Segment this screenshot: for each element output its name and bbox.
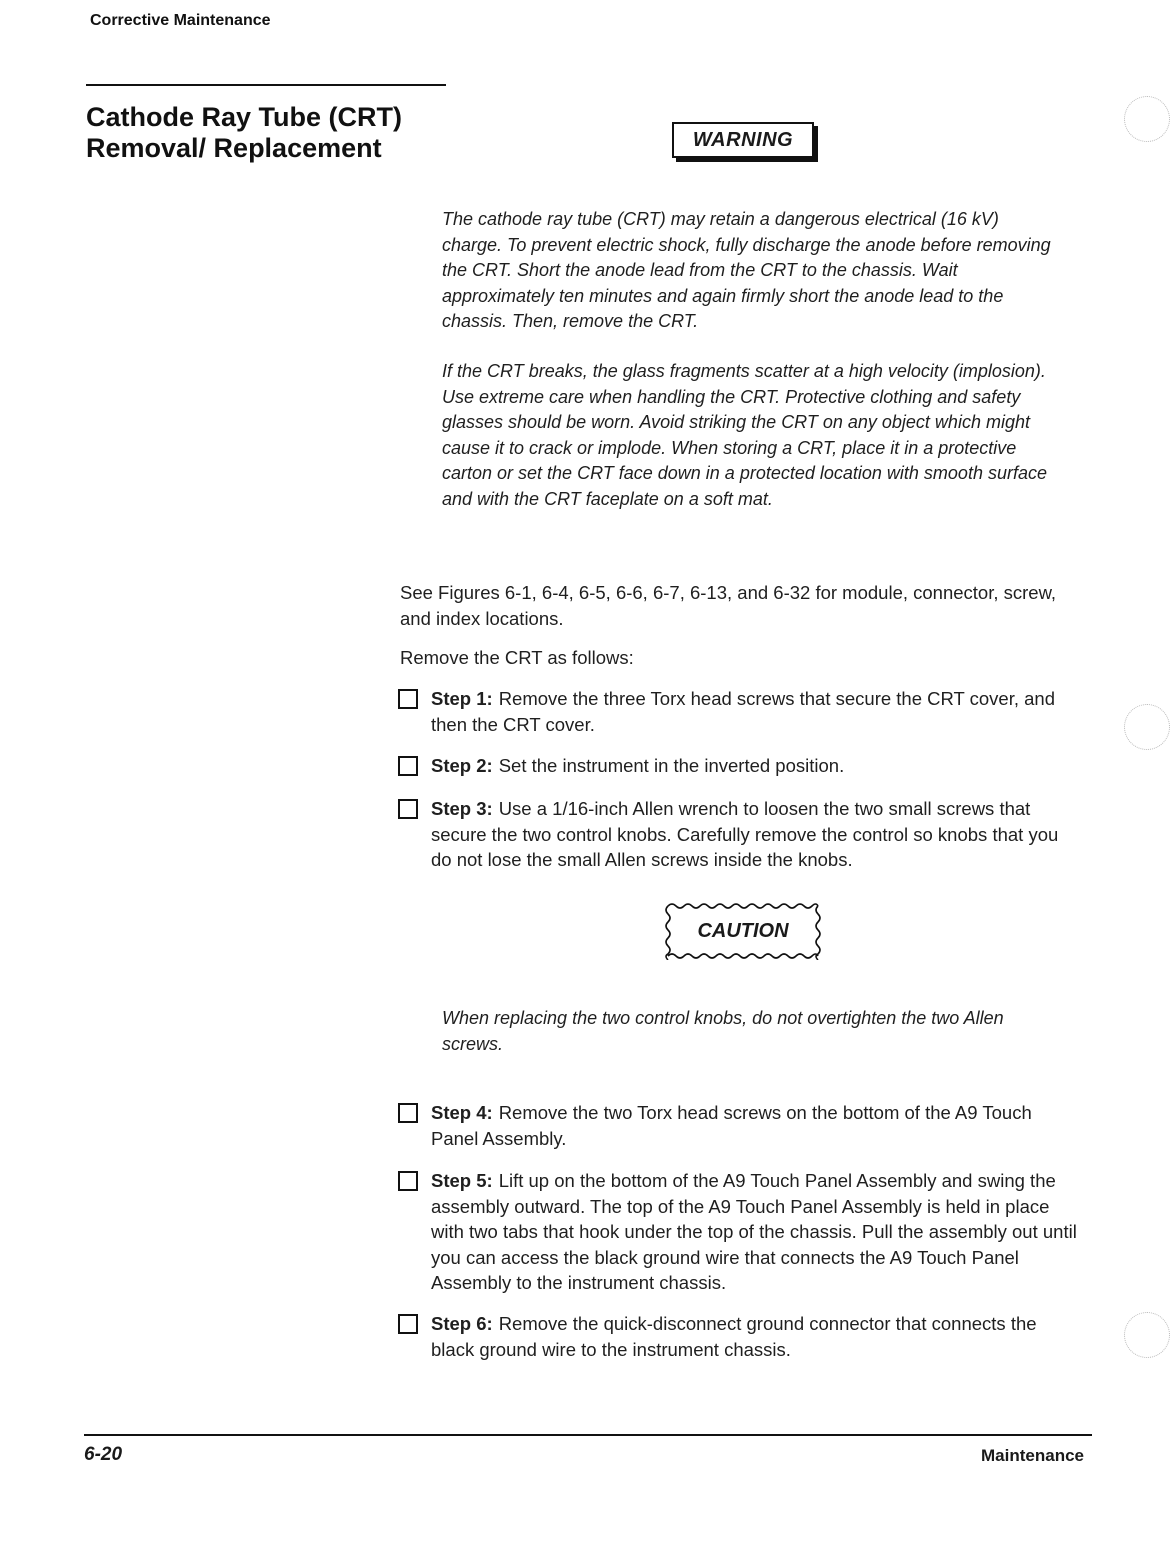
page-number: 6-20 bbox=[84, 1444, 123, 1465]
caution-paragraph: When replacing the two control knobs, do not overtighten the two Allen screws. bbox=[442, 1008, 1004, 1054]
step-description: Set the instrument in the inverted position. bbox=[498, 755, 845, 776]
remove-intro-note: Remove the CRT as follows: bbox=[400, 647, 634, 668]
step-text-6 bbox=[431, 1311, 1081, 1362]
step-item-6 bbox=[398, 1311, 1098, 1362]
step-label: Step 6: bbox=[431, 1313, 493, 1334]
step-text-4 bbox=[431, 1100, 1081, 1151]
section-title: Cathode Ray Tube (CRT) Removal/ Replacement bbox=[86, 102, 402, 163]
step-label: Step 1: bbox=[431, 688, 493, 709]
step-label: Step 4: bbox=[431, 1102, 493, 1123]
punch-hole bbox=[1124, 1312, 1170, 1358]
step-item-2 bbox=[398, 753, 1098, 779]
step-checkbox-4[interactable] bbox=[398, 1103, 418, 1123]
caution-badge bbox=[664, 902, 822, 960]
step-text-5 bbox=[431, 1168, 1081, 1296]
punch-hole bbox=[1124, 704, 1170, 750]
step-item-3 bbox=[398, 796, 1098, 873]
running-head: Corrective Maintenance bbox=[90, 12, 271, 29]
step-label: Step 3: bbox=[431, 798, 493, 819]
warning-badge bbox=[672, 122, 814, 158]
step-label: Step 2: bbox=[431, 755, 493, 776]
step-description: Remove the quick-disconnect ground connector that connects the black ground wire to the instrument chassis. bbox=[431, 1313, 1037, 1360]
step-description: Lift up on the bottom of the A9 Touch Panel Assembly and swing the assembly outward. The top of the A9 Touch Panel Assembly is held in place with two tabs that hook under the top of the chassis. Pull the assembly out until you can access the black ground wire that connects the A9 Touch Panel Assembly to the instrument chassis. bbox=[431, 1170, 1077, 1293]
footer-title: Maintenance bbox=[981, 1446, 1084, 1465]
punch-hole bbox=[1124, 96, 1170, 142]
caution-label: CAUTION bbox=[697, 919, 789, 942]
step-text-1 bbox=[431, 686, 1081, 737]
step-checkbox-1[interactable] bbox=[398, 689, 418, 709]
step-description: Remove the three Torx head screws that secure the CRT cover, and then the CRT cover. bbox=[431, 688, 1056, 735]
step-label: Step 5: bbox=[431, 1170, 493, 1191]
step-text-2 bbox=[431, 753, 1081, 779]
step-item-4 bbox=[398, 1100, 1098, 1151]
step-checkbox-6[interactable] bbox=[398, 1314, 418, 1334]
warning-label: WARNING bbox=[692, 128, 794, 151]
warning-paragraph-implosion: If the CRT breaks, the glass fragments scatter at a high velocity (implosion). Use extreme care when handling the CRT. Protective clothing and safety glasses should be worn. Avoid striking the CRT on any object which might cause it to crack or implode. When storing a CRT, place it in a protective carton or set the CRT face down in a protected location with smooth surface and with the CRT faceplate on a soft mat. bbox=[442, 361, 1047, 509]
figures-reference-note: See Figures 6-1, 6-4, 6-5, 6-6, 6-7, 6-13, and 6-32 for module, connector, screw, and index locations. bbox=[400, 582, 1057, 629]
step-checkbox-2[interactable] bbox=[398, 756, 418, 776]
step-checkbox-3[interactable] bbox=[398, 799, 418, 819]
step-description: Remove the two Torx head screws on the bottom of the A9 Touch Panel Assembly. bbox=[431, 1102, 1032, 1149]
step-text-3 bbox=[431, 796, 1081, 873]
step-checkbox-5[interactable] bbox=[398, 1171, 418, 1191]
warning-paragraph-discharge: The cathode ray tube (CRT) may retain a dangerous electrical (16 kV) charge. To prevent electric shock, fully discharge the anode before removing the CRT. Short the anode lead from the CRT to the chassis. Wait approximately ten minutes and again firmly short the anode lead to the chassis. Then, remove the CRT. bbox=[442, 209, 1051, 331]
step-item-5 bbox=[398, 1168, 1098, 1296]
step-description: Use a 1/16-inch Allen wrench to loosen the two small screws that secure the two control knobs. Carefully remove the control so knobs that you do not lose the small Allen screws inside the knobs. bbox=[431, 798, 1059, 870]
title-divider bbox=[86, 84, 446, 86]
footer-divider bbox=[84, 1434, 1092, 1436]
step-item-1 bbox=[398, 686, 1098, 737]
